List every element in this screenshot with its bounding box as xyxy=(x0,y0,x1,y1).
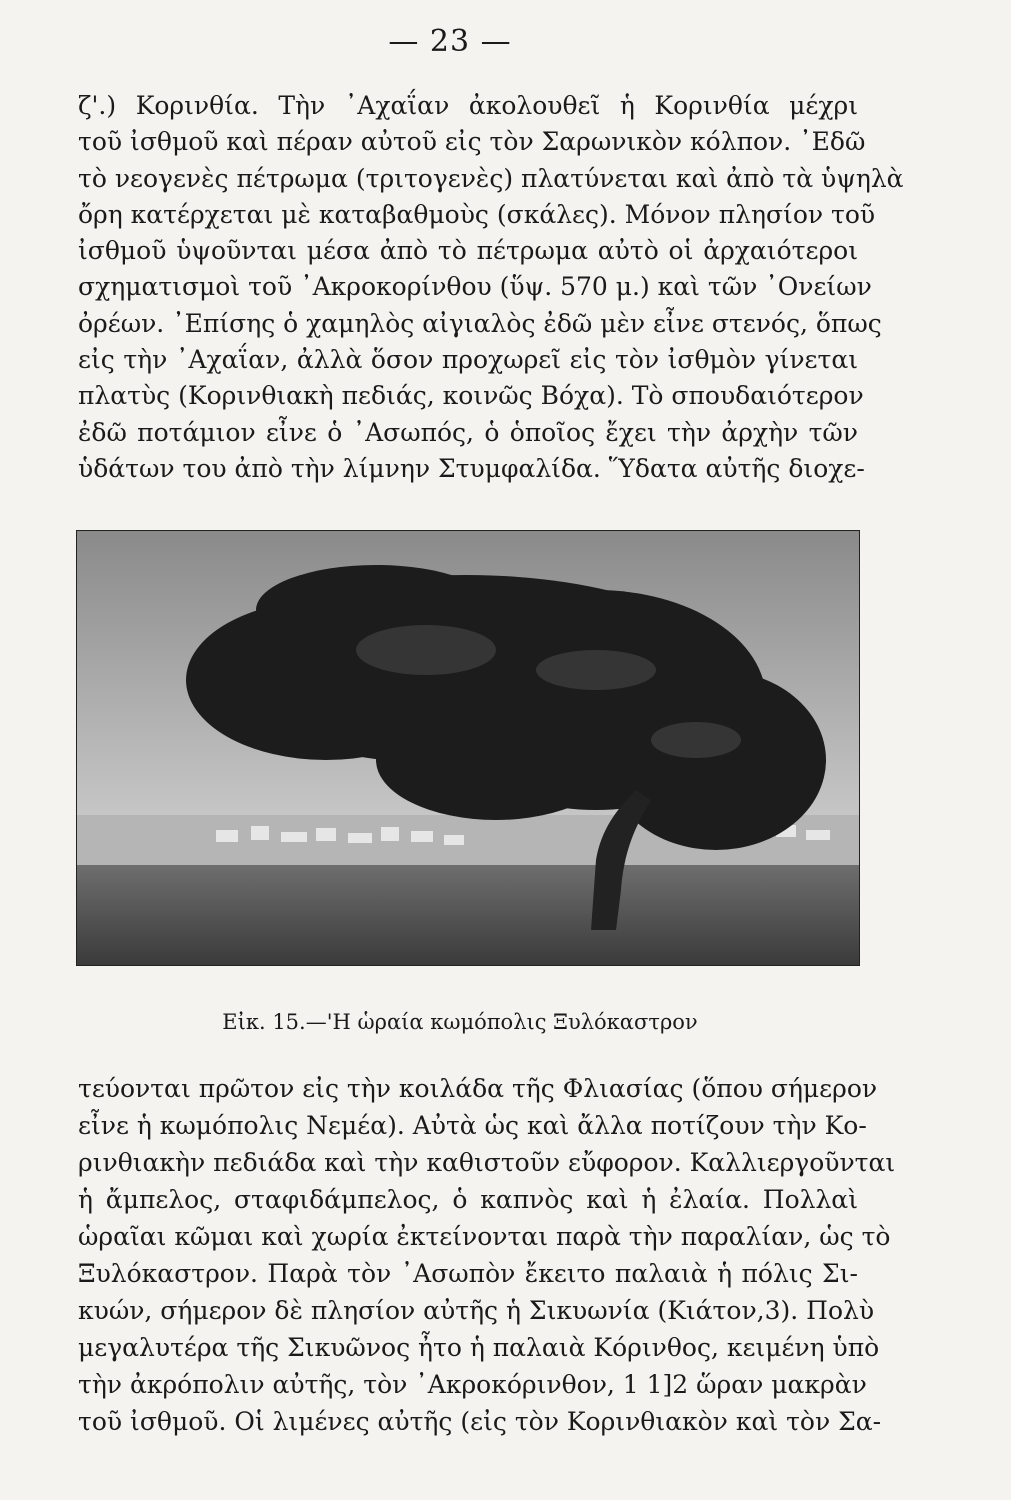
text-line: ζ'.) Κορινθία. Τὴν ᾿Αχαΐαν ἀκολουθεῖ ἡ Κορινθία μέχρι xyxy=(78,91,858,120)
text-line: εἶνε ἡ κωμόπολις Νεμέα). Αὐτὰ ὡς καὶ ἄλλα ποτίζουν τὴν Κο- xyxy=(78,1111,867,1140)
text-line: ὑδάτων του ἀπὸ τὴν λίμνην Στυμφαλίδα. Ὕδατα αὐτῆς διοχε- xyxy=(78,453,865,483)
text-line: ὡραῖαι κῶμαι καὶ χωρία ἐκτείνονται παρὰ τὴν παραλίαν, ὡς τὸ xyxy=(78,1222,891,1251)
figure-caption: Εἰκ. 15.—'Η ὡραία κωμόπολις Ξυλόκαστρον xyxy=(222,1010,698,1034)
text-line: εἰς τὴν ᾿Αχαΐαν, ἀλλὰ ὅσον προχωρεῖ εἰς τὸν ἰσθμὸν γίνεται xyxy=(78,345,858,375)
text-line: πλατὺς (Κορινθιακὴ πεδιάς, κοινῶς Βόχα). Τὸ σπουδαιότερον xyxy=(78,381,864,411)
text-line: τὸ νεογενὲς πέτρωμα (τριτογενὲς) πλατύνεται καὶ ἀπὸ τὰ ὑψηλὰ xyxy=(78,163,904,193)
text-line: τεύονται πρῶτον εἰς τὴν κοιλάδα τῆς Φλιασίας (ὅπου σήμερον xyxy=(78,1074,878,1103)
text-line: ἡ ἄμπελος, σταφιδάμπελος, ὁ καπνὸς καὶ ἡ ἐλαία. Πολλαὶ xyxy=(78,1185,858,1214)
text-line: μεγαλυτέρα τῆς Σικυῶνος ἦτο ἡ παλαιὰ Κόρινθος, κειμένη ὑπὸ xyxy=(78,1333,880,1362)
page-number: — 23 — xyxy=(388,24,512,59)
top-paragraph xyxy=(78,88,904,487)
text-line: τοῦ ἰσθμοῦ καὶ πέραν αὐτοῦ εἰς τὸν Σαρωνικὸν κόλπον. ᾿Εδῶ xyxy=(78,127,866,157)
text-line: ρινθιακὴν πεδιάδα καὶ τὴν καθιστοῦν εὔφορον. Καλλιεργοῦνται xyxy=(78,1148,896,1177)
text-line: ὄρη κατέρχεται μὲ καταβαθμοὺς (σκάλες). Μόνον πλησίον τοῦ xyxy=(78,199,876,229)
text-line: τὴν ἀκρόπολιν αὐτῆς, τὸν ᾿Ακροκόρινθον, 1 1]2 ὥραν μακρὰν xyxy=(78,1370,867,1399)
photo-xylokastro xyxy=(76,530,860,966)
bottom-paragraph xyxy=(78,1070,896,1440)
photo-illustration xyxy=(76,530,860,966)
text-line: ὀρέων. ᾿Επίσης ὁ χαμηλὸς αἰγιαλὸς ἐδῶ μὲν εἶνε στενός, ὅπως xyxy=(78,308,882,338)
text-line: Ξυλόκαστρον. Παρὰ τὸν ᾿Ασωπὸν ἔκειτο παλαιὰ ἡ πόλις Σι- xyxy=(78,1259,858,1288)
text-line: ἰσθμοῦ ὑψοῦνται μέσα ἀπὸ τὸ πέτρωμα αὐτὸ οἱ ἀρχαιότεροι xyxy=(78,236,858,266)
foreground xyxy=(76,865,860,966)
text-line: σχηματισμοὶ τοῦ ᾿Ακροκορίνθου (ὕψ. 570 μ.) καὶ τῶν ᾿Ονείων xyxy=(78,272,872,302)
text-line: κυών, σήμερον δὲ πλησίον αὐτῆς ἡ Σικυωνία (Κιάτον,3). Πολὺ xyxy=(78,1296,875,1325)
text-line: τοῦ ἰσθμοῦ. Οἱ λιμένες αὐτῆς (εἰς τὸν Κορινθιακὸν καὶ τὸν Σα- xyxy=(78,1407,882,1436)
text-line: ἐδῶ ποτάμιον εἶνε ὁ ᾿Ασωπός, ὁ ὁποῖος ἔχει τὴν ἀρχὴν τῶν xyxy=(78,417,858,447)
